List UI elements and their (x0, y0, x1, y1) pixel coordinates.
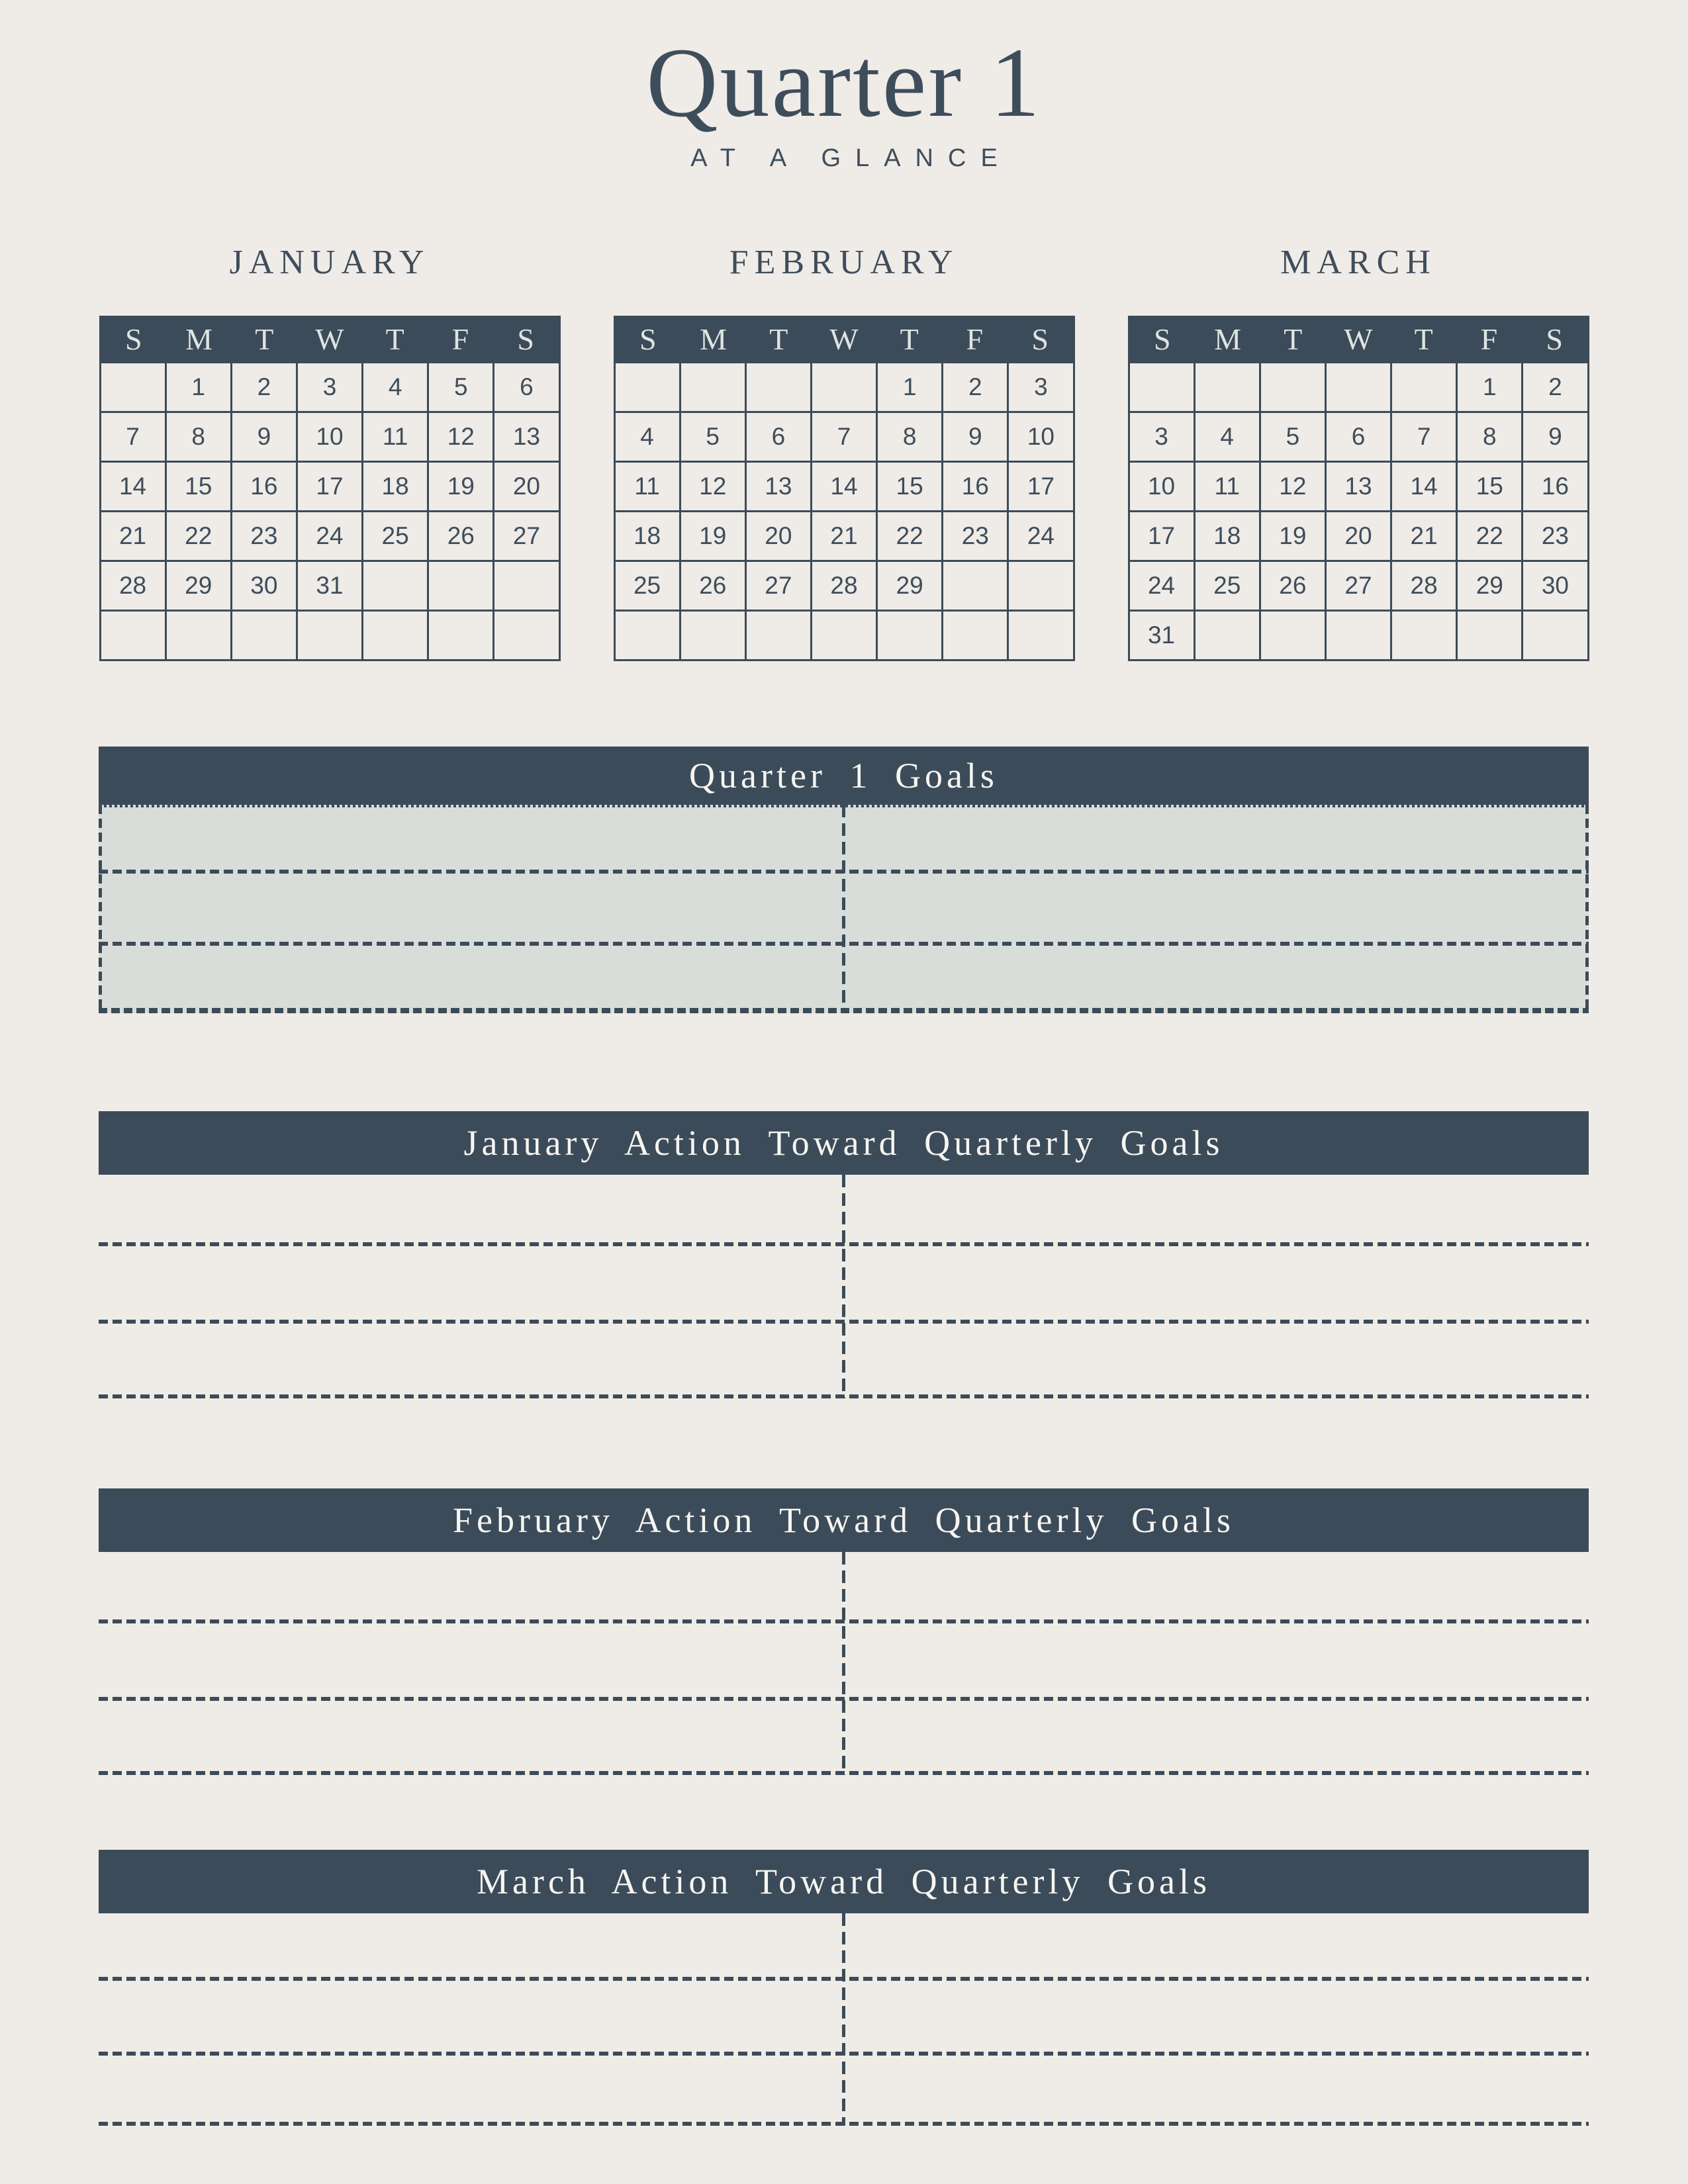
mini-calendars-row (0, 246, 1688, 661)
calendar-day-cell: 1 (878, 363, 941, 411)
calendar-day-cell: 24 (298, 512, 361, 560)
calendar-day-cell: 26 (429, 512, 492, 560)
calendar-day-cell (298, 612, 361, 659)
action-entry-cell[interactable] (99, 1913, 844, 1977)
day-header-letter: S (1546, 322, 1563, 356)
february-action-body (99, 1552, 1589, 1775)
calendar-day-cell: 27 (494, 512, 558, 560)
day-header-letter: S (1154, 322, 1171, 356)
day-header-letter: F (1480, 322, 1498, 356)
calendar-day-cell: 31 (298, 562, 361, 610)
calendar-day-cell: 8 (878, 413, 941, 461)
month-title-february: FEBRUARY (729, 244, 959, 281)
action-row (99, 1619, 1589, 1697)
action-entry-cell[interactable] (844, 1977, 1589, 2052)
calendar-day-cell: 17 (1130, 512, 1194, 560)
calendar-day-cell (1261, 612, 1325, 659)
action-entry-cell[interactable] (99, 2052, 844, 2126)
calendar-day-cell: 22 (167, 512, 230, 560)
calendar-day-cell: 26 (681, 562, 745, 610)
calendar-day-cell: 14 (1392, 463, 1456, 510)
title-block (0, 0, 1688, 173)
action-entry-cell[interactable] (844, 1619, 1589, 1697)
calendar-day-cell (681, 363, 745, 411)
goal-entry-cell[interactable] (99, 942, 844, 1013)
february-action-header (99, 1488, 1589, 1552)
calendar-day-cell: 11 (1196, 463, 1259, 510)
calendar-table-january (99, 316, 561, 661)
calendar-day-cell (1009, 562, 1072, 610)
calendar-day-cell: 7 (101, 413, 165, 461)
february-action-title: February Action Toward Quarterly Goals (453, 1500, 1235, 1540)
calendar-day-cell (1130, 363, 1194, 411)
page-subtitle: AT A GLANCE (690, 144, 1012, 172)
calendar-day-cell (429, 612, 492, 659)
quarter-goals-header (99, 747, 1589, 805)
calendar-day-cell: 25 (616, 562, 679, 610)
action-entry-cell[interactable] (844, 1697, 1589, 1775)
calendar-day-cell: 28 (1392, 562, 1456, 610)
action-row (99, 1320, 1589, 1398)
calendar-day-cell: 21 (1392, 512, 1456, 560)
calendar-january (99, 246, 561, 661)
calendar-day-cell: 14 (101, 463, 165, 510)
calendar-day-cell: 16 (1523, 463, 1587, 510)
calendar-day-cell (232, 612, 296, 659)
action-entry-cell[interactable] (99, 1320, 844, 1398)
calendar-day-cell: 11 (616, 463, 679, 510)
action-entry-cell[interactable] (844, 1913, 1589, 1977)
action-entry-cell[interactable] (99, 1977, 844, 2052)
calendar-day-cell: 19 (681, 512, 745, 560)
calendar-day-cell: 11 (363, 413, 427, 461)
day-header-letter: T (385, 322, 404, 356)
calendar-day-cell: 15 (878, 463, 941, 510)
calendar-day-cell (363, 562, 427, 610)
calendar-day-cell (878, 612, 941, 659)
calendar-day-cell (616, 363, 679, 411)
month-title-january: JANUARY (229, 244, 430, 281)
calendar-day-cell: 15 (1458, 463, 1521, 510)
calendar-day-cell: 13 (747, 463, 810, 510)
calendar-day-cell: 9 (232, 413, 296, 461)
calendar-day-cell: 4 (363, 363, 427, 411)
action-row (99, 1175, 1589, 1242)
calendar-day-cell (101, 612, 165, 659)
calendar-day-cell: 12 (429, 413, 492, 461)
calendar-day-cell (1196, 612, 1259, 659)
calendar-day-cell: 24 (1130, 562, 1194, 610)
action-entry-cell[interactable] (99, 1552, 844, 1619)
day-header-letter: T (255, 322, 274, 356)
calendar-day-cell: 17 (1009, 463, 1072, 510)
day-header-letter: W (315, 322, 344, 356)
calendar-day-cell (1392, 612, 1456, 659)
goals-row (99, 942, 1589, 1013)
calendar-day-cell: 6 (747, 413, 810, 461)
calendar-day-cell (747, 612, 810, 659)
january-action-section (99, 1111, 1589, 1398)
calendar-table-march (1128, 316, 1589, 661)
day-header-letter: W (829, 322, 859, 356)
calendar-day-cell: 7 (1392, 413, 1456, 461)
calendar-day-cell (494, 612, 558, 659)
action-entry-cell[interactable] (844, 1552, 1589, 1619)
january-action-header (99, 1111, 1589, 1175)
calendar-day-grid (616, 361, 1073, 659)
calendar-day-cell: 13 (1327, 463, 1390, 510)
calendar-day-cell: 25 (1196, 562, 1259, 610)
goal-entry-cell[interactable] (99, 805, 844, 870)
calendar-day-cell (1009, 612, 1072, 659)
calendar-day-cell: 19 (1261, 512, 1325, 560)
calendar-day-cell (1261, 363, 1325, 411)
calendar-day-cell: 26 (1261, 562, 1325, 610)
action-entry-cell[interactable] (844, 2052, 1589, 2126)
calendar-day-cell: 28 (101, 562, 165, 610)
calendar-day-cell: 5 (681, 413, 745, 461)
calendar-day-cell: 15 (167, 463, 230, 510)
day-header-letter: W (1344, 322, 1373, 356)
action-row (99, 1552, 1589, 1619)
day-header-letter: T (1284, 322, 1303, 356)
calendar-day-cell (1327, 363, 1390, 411)
calendar-day-cell: 18 (616, 512, 679, 560)
calendar-february (614, 246, 1075, 661)
calendar-day-cell: 8 (1458, 413, 1521, 461)
quarter-goals-section (99, 747, 1589, 1013)
calendar-day-cell: 5 (429, 363, 492, 411)
march-action-header (99, 1850, 1589, 1913)
goal-entry-cell[interactable] (844, 942, 1589, 1013)
calendar-day-cell: 24 (1009, 512, 1072, 560)
calendar-day-cell (747, 363, 810, 411)
calendar-day-cell: 23 (232, 512, 296, 560)
calendar-day-cell (943, 612, 1007, 659)
calendar-day-cell: 25 (363, 512, 427, 560)
day-header-letter: M (1214, 322, 1242, 356)
calendar-day-cell: 9 (943, 413, 1007, 461)
action-entry-cell[interactable] (844, 1320, 1589, 1398)
day-header-letter: F (966, 322, 984, 356)
calendar-day-cell (812, 363, 876, 411)
day-of-week-header-row (101, 318, 559, 361)
calendar-day-cell: 9 (1523, 413, 1587, 461)
action-row (99, 1913, 1589, 1977)
calendar-day-cell (363, 612, 427, 659)
calendar-day-cell: 3 (1009, 363, 1072, 411)
calendar-day-cell: 29 (878, 562, 941, 610)
calendar-day-cell (1327, 612, 1390, 659)
march-action-title: March Action Toward Quarterly Goals (477, 1862, 1211, 1901)
calendar-day-cell: 21 (812, 512, 876, 560)
calendar-day-cell: 2 (1523, 363, 1587, 411)
calendar-day-cell: 4 (616, 413, 679, 461)
calendar-day-cell: 23 (943, 512, 1007, 560)
quarter-goals-area (99, 805, 1589, 1013)
action-entry-cell[interactable] (99, 1175, 844, 1242)
goals-row (99, 805, 1589, 870)
calendar-day-cell: 20 (494, 463, 558, 510)
calendar-day-cell (494, 562, 558, 610)
action-entry-cell[interactable] (844, 1242, 1589, 1320)
day-header-letter: F (451, 322, 469, 356)
calendar-day-cell: 27 (747, 562, 810, 610)
day-header-letter: S (1031, 322, 1049, 356)
calendar-day-cell: 22 (1458, 512, 1521, 560)
calendar-day-cell (1458, 612, 1521, 659)
calendar-day-cell (167, 612, 230, 659)
day-of-week-header-row (1130, 318, 1587, 361)
calendar-day-cell: 19 (429, 463, 492, 510)
calendar-day-cell: 5 (1261, 413, 1325, 461)
day-header-letter: T (1414, 322, 1433, 356)
calendar-day-cell: 10 (298, 413, 361, 461)
calendar-day-cell: 20 (1327, 512, 1390, 560)
january-action-title: January Action Toward Quarterly Goals (463, 1123, 1224, 1163)
action-row (99, 1697, 1589, 1775)
goal-entry-cell[interactable] (99, 870, 844, 942)
calendar-day-cell: 16 (943, 463, 1007, 510)
february-action-section (99, 1488, 1589, 1775)
calendar-day-cell (943, 562, 1007, 610)
calendar-day-cell: 2 (943, 363, 1007, 411)
calendar-day-cell: 21 (101, 512, 165, 560)
calendar-day-cell: 18 (1196, 512, 1259, 560)
march-action-body (99, 1913, 1589, 2126)
calendar-day-cell: 2 (232, 363, 296, 411)
calendar-day-cell: 30 (1523, 562, 1587, 610)
calendar-day-cell (429, 562, 492, 610)
calendar-day-cell (1196, 363, 1259, 411)
day-header-letter: M (700, 322, 727, 356)
calendar-day-cell: 4 (1196, 413, 1259, 461)
calendar-day-cell: 29 (167, 562, 230, 610)
calendar-day-cell: 22 (878, 512, 941, 560)
calendar-day-cell: 17 (298, 463, 361, 510)
action-entry-cell[interactable] (99, 1242, 844, 1320)
calendar-table-february (614, 316, 1075, 661)
action-entry-cell[interactable] (99, 1697, 844, 1775)
calendar-day-cell: 13 (494, 413, 558, 461)
calendar-day-cell: 3 (298, 363, 361, 411)
calendar-day-cell: 31 (1130, 612, 1194, 659)
calendar-day-cell: 12 (681, 463, 745, 510)
calendar-day-cell: 27 (1327, 562, 1390, 610)
action-entry-cell[interactable] (844, 1175, 1589, 1242)
action-row (99, 1242, 1589, 1320)
calendar-day-cell: 30 (232, 562, 296, 610)
calendar-day-cell: 3 (1130, 413, 1194, 461)
day-of-week-header-row (616, 318, 1073, 361)
day-header-letter: S (639, 322, 657, 356)
calendar-day-cell (681, 612, 745, 659)
calendar-day-cell (616, 612, 679, 659)
day-header-letter: S (125, 322, 142, 356)
day-header-letter: T (769, 322, 788, 356)
calendar-march (1128, 246, 1589, 661)
goal-entry-cell[interactable] (844, 805, 1589, 870)
march-action-section (99, 1850, 1589, 2126)
goals-row (99, 870, 1589, 942)
calendar-day-cell (812, 612, 876, 659)
calendar-day-grid (1130, 361, 1587, 659)
action-entry-cell[interactable] (99, 1619, 844, 1697)
calendar-day-cell: 10 (1130, 463, 1194, 510)
calendar-day-grid (101, 361, 559, 659)
month-title-march: MARCH (1280, 244, 1436, 281)
calendar-day-cell: 8 (167, 413, 230, 461)
calendar-day-cell: 7 (812, 413, 876, 461)
action-row (99, 2052, 1589, 2126)
calendar-day-cell: 10 (1009, 413, 1072, 461)
calendar-day-cell: 14 (812, 463, 876, 510)
calendar-day-cell: 20 (747, 512, 810, 560)
calendar-day-cell: 28 (812, 562, 876, 610)
calendar-day-cell: 16 (232, 463, 296, 510)
calendar-day-cell: 6 (1327, 413, 1390, 461)
calendar-day-cell (1523, 612, 1587, 659)
january-action-body (99, 1175, 1589, 1398)
calendar-day-cell: 29 (1458, 562, 1521, 610)
action-row (99, 1977, 1589, 2052)
calendar-day-cell (101, 363, 165, 411)
page-title: Quarter 1 (646, 28, 1042, 138)
calendar-day-cell: 12 (1261, 463, 1325, 510)
calendar-day-cell: 6 (494, 363, 558, 411)
calendar-day-cell: 1 (1458, 363, 1521, 411)
day-header-letter: M (185, 322, 213, 356)
calendar-day-cell: 18 (363, 463, 427, 510)
calendar-day-cell: 23 (1523, 512, 1587, 560)
goal-entry-cell[interactable] (844, 870, 1589, 942)
calendar-day-cell: 1 (167, 363, 230, 411)
quarter-goals-title: Quarter 1 Goals (689, 756, 998, 796)
day-header-letter: S (517, 322, 534, 356)
day-header-letter: T (900, 322, 919, 356)
calendar-day-cell (1392, 363, 1456, 411)
